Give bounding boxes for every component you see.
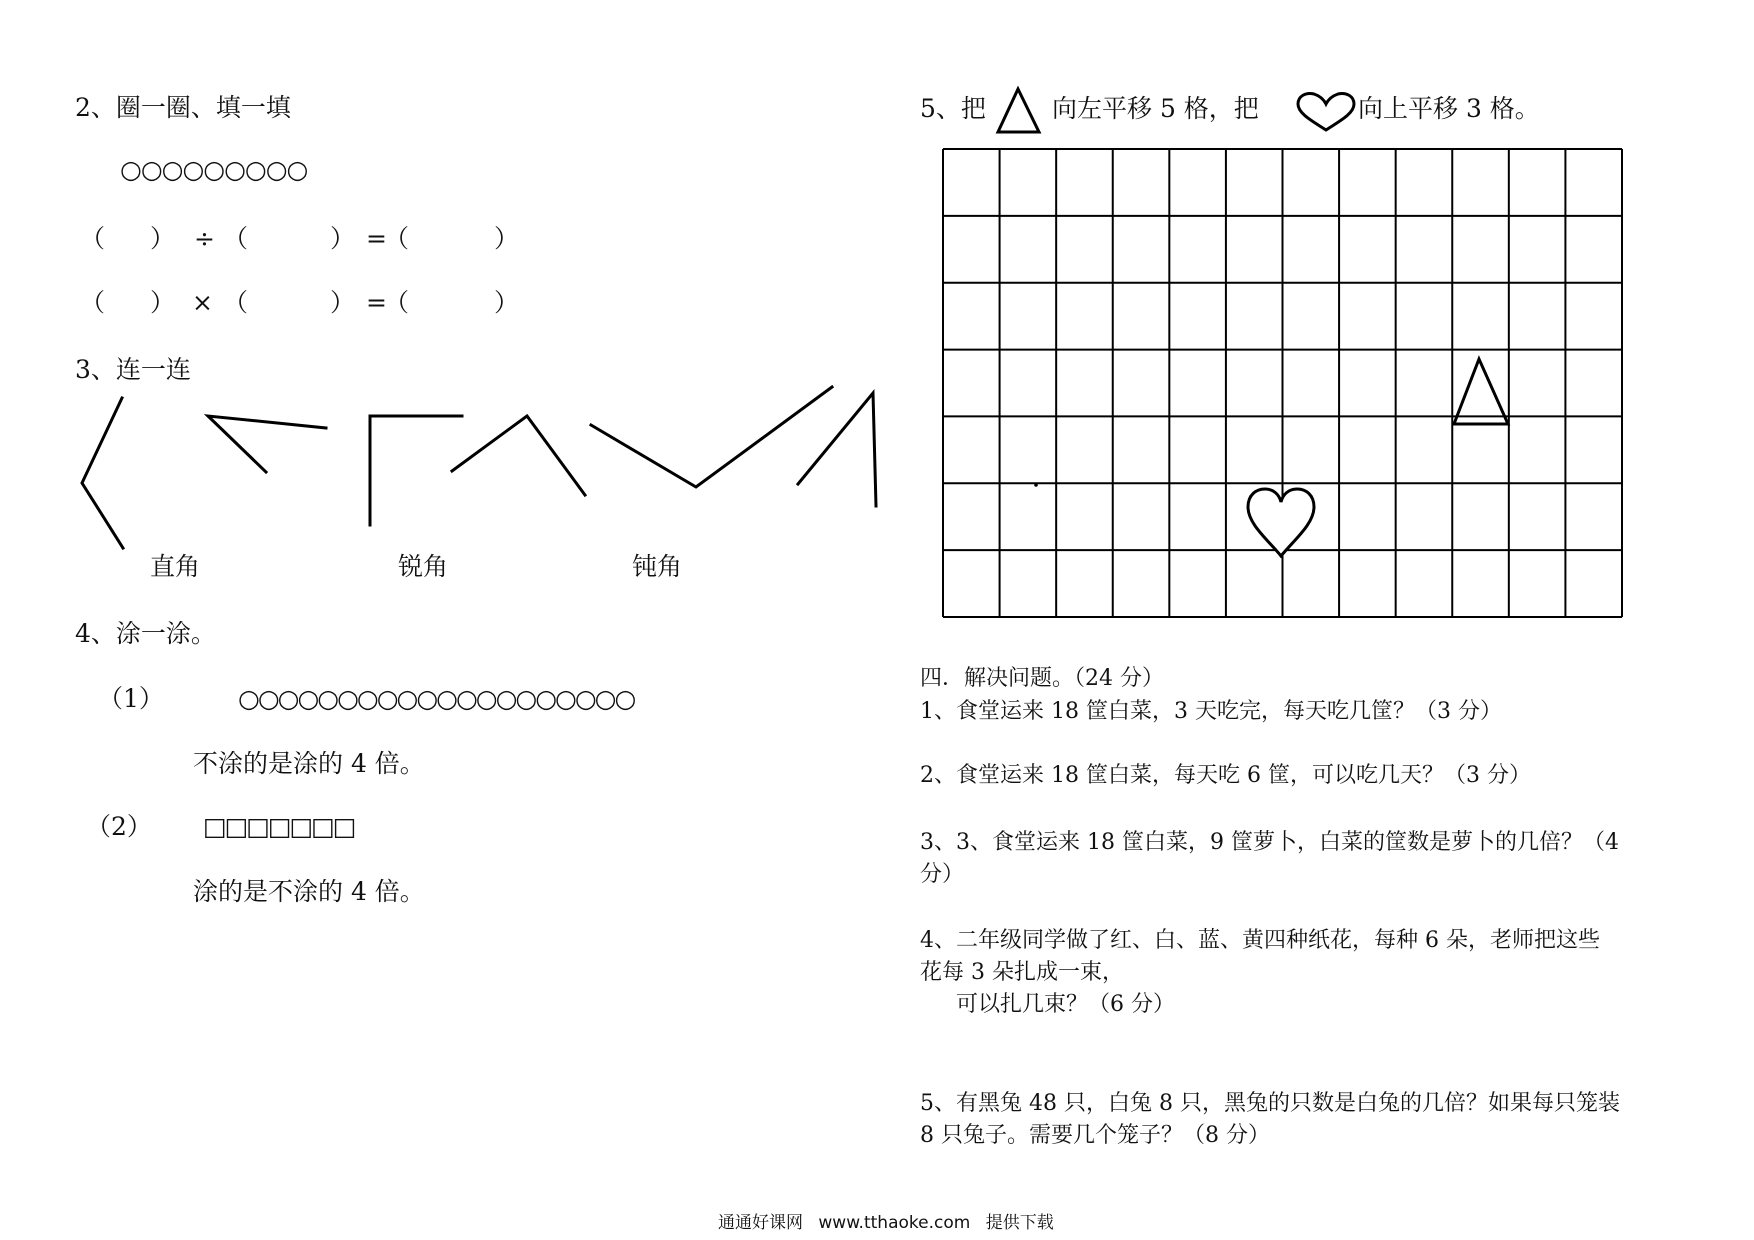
- q5-middle: 向左平移 5 格，把: [1052, 94, 1259, 123]
- grid-triangle: [1454, 359, 1508, 424]
- grid-heart: [1248, 489, 1314, 556]
- q2-title: 2、圈一圈、填一填: [75, 93, 291, 122]
- footer-url[interactable]: www.tthaoke.com: [818, 1213, 971, 1233]
- footer-note: 提供下载: [985, 1213, 1054, 1233]
- angle-label-right: 直角: [150, 552, 201, 581]
- footer: [718, 1208, 1054, 1233]
- problem-3-line-2: 分）: [920, 862, 965, 887]
- footer-site: 通通好课网: [718, 1213, 803, 1233]
- problem-3-line-1: 3、3、食堂运来 18 筐白菜，9 筐萝卜，白菜的筐数是萝卜的几倍？（4: [920, 830, 1619, 855]
- q3-title: 3、连一连: [75, 355, 191, 384]
- q4-part1-label: （1）: [98, 684, 164, 713]
- problem-2-line-1: 2、食堂运来 18 筐白菜，每天吃 6 筐，可以吃几天？（3 分）: [920, 763, 1531, 788]
- q4-part2-squares: □□□□□□□: [203, 812, 355, 841]
- problem-5-line-1: 5、有黑兔 48 只，白兔 8 只，黑兔的只数是白兔的几倍？如果每只笼装: [920, 1091, 1620, 1116]
- q2-circles: ○○○○○○○○○: [120, 155, 308, 184]
- problem-1-line-1: 1、食堂运来 18 筐白菜，3 天吃完，每天吃几筐？（3 分）: [920, 699, 1502, 724]
- q4-part2-text: 涂的是不涂的 4 倍。: [193, 877, 425, 906]
- q4-part2-label: （2）: [86, 812, 152, 841]
- problem-5-line-2: 8 只兔子。需要几个笼子？（8 分）: [920, 1123, 1270, 1148]
- q5-prefix: 5、把: [920, 94, 986, 123]
- q5-suffix: 向上平移 3 格。: [1358, 94, 1540, 123]
- grid-dot: [1034, 483, 1038, 487]
- problem-4-line-2: 花每 3 朵扎成一束，: [920, 960, 1124, 985]
- section4-title: 四．解决问题。（24 分）: [920, 666, 1164, 691]
- q4-part1-text: 不涂的是涂的 4 倍。: [193, 749, 425, 778]
- angle-label-acute: 锐角: [398, 552, 449, 581]
- problem-4-line-3: 可以扎几束？（6 分）: [956, 992, 1175, 1017]
- problem-4-line-1: 4、二年级同学做了红、白、蓝、黄四种纸花，每种 6 朵，老师把这些: [920, 928, 1600, 953]
- angle-label-obtuse: 钝角: [632, 552, 683, 581]
- q4-part1-circles: ○○○○○○○○○○○○○○○○○○○○: [238, 684, 635, 713]
- q4-title: 4、涂一涂。: [75, 619, 216, 648]
